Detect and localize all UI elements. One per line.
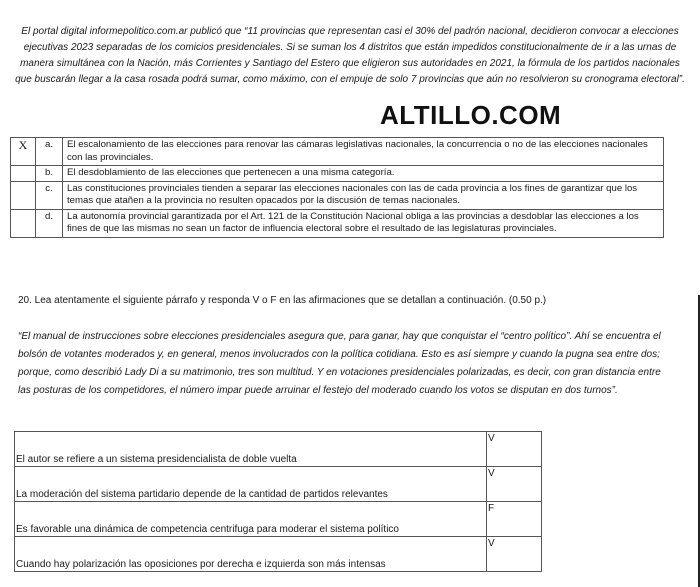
option-row: [11, 138, 664, 166]
options-table: [10, 137, 664, 238]
vf-row: [15, 537, 542, 572]
option-row: [11, 181, 664, 209]
vf-answer: F: [487, 502, 542, 537]
vf-row: [15, 467, 542, 502]
question-20: 20. Lea atentamente el siguiente párrafo y responda V o F en las afirmaciones que se detallan a continuación. (0.50 p.): [18, 295, 547, 306]
vf-row: [15, 502, 542, 537]
option-mark: [11, 209, 36, 237]
option-text: Las constituciones provinciales tienden a separar las elecciones nacionales con las de cada provincia a los fines de garantizar que los temas que atañen a la provincia no resulten opacados por la discusión de temas nacionales.: [63, 181, 664, 209]
option-row: [11, 209, 664, 237]
option-text: El escalonamiento de las elecciones para renovar las cámaras legislativas nacionales, la concurrencia o no de las elecciones nacionales con las provinciales.: [63, 138, 664, 166]
vf-answer: V: [487, 432, 542, 467]
option-letter: d.: [36, 209, 63, 237]
vf-statement: La moderación del sistema partidario depende de la cantidad de partidos relevantes: [15, 467, 487, 502]
question-20-quote: “El manual de instrucciones sobre elecciones presidenciales asegura que, para ganar, hay que conquistar el “centro político”. Ahí se encuentra el bolsón de votantes moderados y, en general, menos involucrados con la política cotidiana. Esto es así siempre y cuando la pugna sea entre dos; porque, como describió Lady Di a su matrimonio, tres son multitud. Y en votaciones presidenciales polarizadas, es decir, con gran distancia entre las posturas de los competidores, el número impar puede arruinar el festejo del moderado cuando los votos se disputan en dos turnos”.: [18, 331, 661, 396]
option-mark: [11, 166, 36, 182]
option-letter: b.: [36, 166, 63, 182]
true-false-table: [14, 431, 542, 572]
vf-row: [15, 432, 542, 467]
vf-answer: V: [487, 467, 542, 502]
vf-statement: Es favorable una dinámica de competencia centrifuga para moderar el sistema político: [15, 502, 487, 537]
option-mark: X: [11, 138, 36, 166]
vf-statement: El autor se refiere a un sistema presidencialista de doble vuelta: [15, 432, 487, 467]
option-row: [11, 166, 664, 182]
site-logo: ALTILLO.COM: [380, 100, 562, 130]
vf-answer: V: [487, 537, 542, 572]
intro-quote: El portal digital informepolitico.com.ar publicó que “11 provincias que representan casi el 30% del padrón nacional, decidieron convocar a elecciones ejecutivas 2023 separadas de los comicios presidenciales. Si se suman los 4 distritos que están impedidos constitucionalmente de ir a las urnas de manera simultánea con la Nación, más Corrientes y Santiago del Estero que eligieron sus autoridades en 2021, la fórmula de los partidos nacionales que buscarán llegar a la casa rosada podrá sumar, como máximo, con el empuje de solo 7 provincias que aún no resolvieron su cronograma electoral”.: [15, 26, 685, 85]
option-text: La autonomía provincial garantizada por el Art. 121 de la Constitución Nacional obliga a las provincias a desdoblar las elecciones a los fines de que las mismas no sean un factor de influencia electoral sobre el resultado de las legislaturas provinciales.: [63, 209, 664, 237]
option-text: El desdoblamiento de las elecciones que pertenecen a una misma categoría.: [63, 166, 664, 182]
option-mark: [11, 181, 36, 209]
vf-statement: Cuando hay polarización las oposiciones por derecha e izquierda son más intensas: [15, 537, 487, 572]
option-letter: a.: [36, 138, 63, 166]
option-letter: c.: [36, 181, 63, 209]
